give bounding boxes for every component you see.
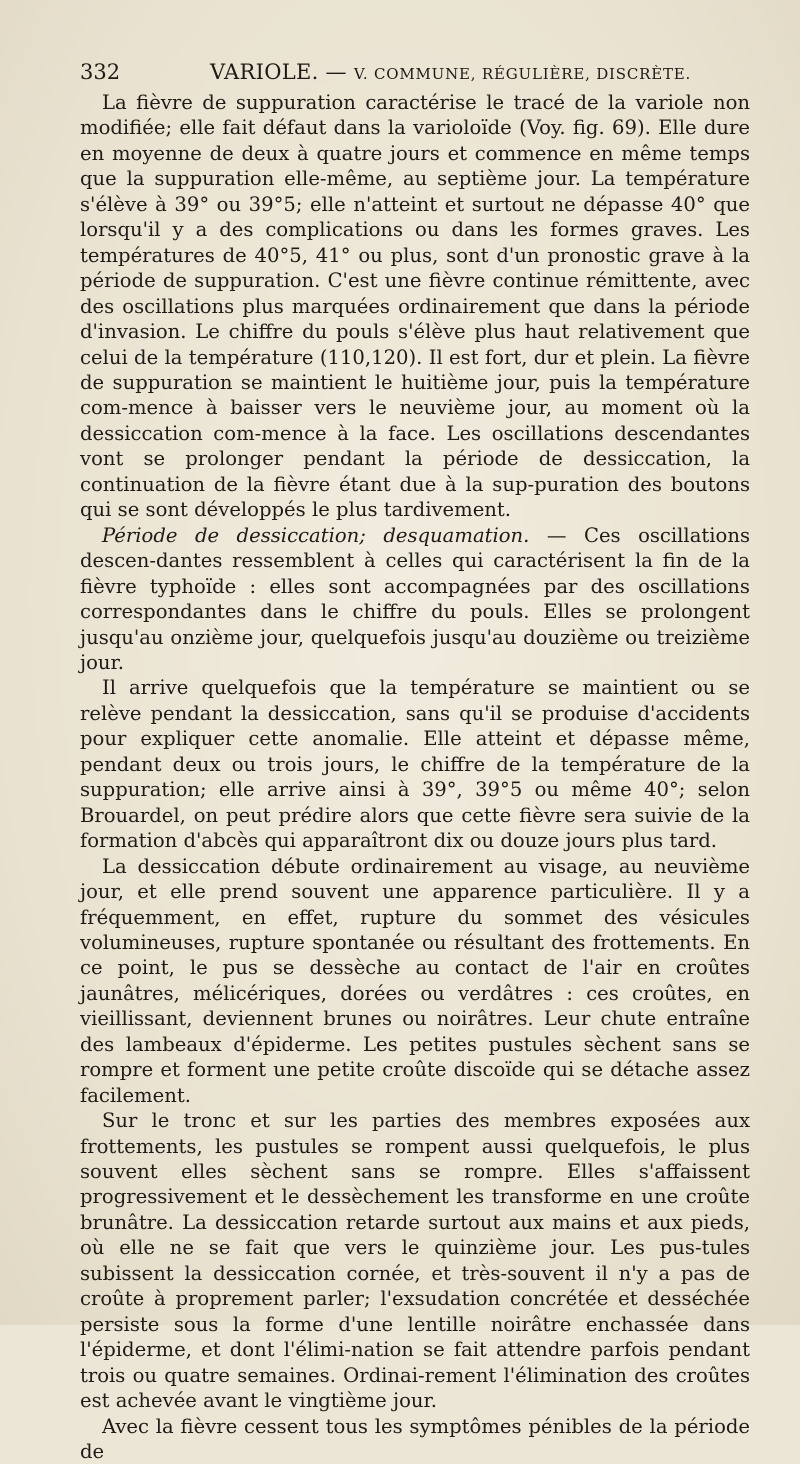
paragraph-trunk-pustules: Sur le tronc et sur les parties des membres exposées aux frottements, les pustules se rompent aussi quelquefois, le plus souvent elles sèchent sans se rompre. Elles s'affaissent progressivement et le dessèchement les transforme en une croûte brunâtre. La dessiccation retarde surtout aux mains et aux pieds, où elle ne se fait que vers le quinzième jour. Les pus-​tules subissent la dessiccation cornée, et très-​souvent il n'y a pas de croûte à proprement parler; l'exsudation concrétée et desséchée persiste sous la forme d'une lentille noirâtre enchassée dans l'épiderme, et dont l'élimi-​nation se fait attendre parfois pendant trois ou quatre semaines. Ordinai-​rement l'élimination des croûtes est achevée avant le vingtième jour. [80, 1109, 750, 1413]
running-title-sub: V. COMMUNE, RÉGULIÈRE, DISCRÈTE. [353, 65, 692, 83]
page-number: 332 [80, 60, 121, 84]
paragraph-fever-suppuration: La fièvre de suppuration caractérise le tracé de la variole non modifiée; elle fait défaut dans la varioloïde (Voy. fig. 69). Elle dure en moyenne de deux à quatre jours et commence en même temps que la suppuration elle-​même, au septième jour. La température s'élève à 39° ou 39°5; elle n'atteint et surtout ne dépasse 40° que lorsqu'il y a des complications ou dans les formes graves. Les températures de 40°5, 41° ou plus, sont d'un pronostic grave à la période de suppuration. C'est une fièvre continue rémittente, avec des oscillations plus marquées ordinairement que dans la période d'invasion. Le chiffre du pouls s'élève plus haut relativement que celui de la température (110,120). Il est fort, dur et plein. La fièvre de suppuration se maintient le huitième jour, puis la température com-​mence à baisser vers le neuvième jour, au moment où la dessiccation com-​mence à la face. Les oscillations descendantes vont se prolonger pendant la période de dessiccation, la continuation de la fièvre étant due à la sup-​puration des boutons qui se sont développés le plus tardivement. [80, 91, 750, 522]
section-heading-italic: Période de dessiccation; desquamation. [102, 523, 530, 547]
paragraph-desiccation-period [80, 523, 750, 676]
running-title-main: VARIOLE. — [210, 60, 354, 84]
body-text [80, 90, 750, 1464]
running-title [210, 60, 691, 84]
paragraph-temperature-anomaly: Il arrive quelquefois que la température se maintient ou se relève pendant la dessiccation, sans qu'il se produise d'accidents pour expliquer cette anomalie. Elle atteint et dépasse même, pendant deux ou trois jours, le chiffre de la température de la suppuration; elle arrive ainsi à 39°, 39°5 ou même 40°; selon Brouardel, on peut prédire alors que cette fièvre sera suivie de la formation d'abcès qui apparaîtront dix ou douze jours plus tard. [80, 676, 750, 853]
paragraph-text: — Ces oscillations descen-​dantes ressemblent à celles qui caractérisent la fin de la fièvre typhoïde : elles sont accompagnées par des oscillations correspondantes dans le chiffre du pouls. Elles se prolongent jusqu'au onzième jour, quelquefois jusqu'au douzième ou treizième jour. [80, 523, 750, 674]
running-header [80, 60, 750, 90]
paragraph-closing: Avec la fièvre cessent tous les symptômes pénibles de la période de [80, 1414, 750, 1464]
paragraph-face-desiccation: La dessiccation débute ordinairement au visage, au neuvième jour, et elle prend souvent une apparence particulière. Il y a fréquemment, en effet, rupture du sommet des vésicules volumineuses, rupture spontanée ou résultant des frottements. En ce point, le pus se dessèche au contact de l'air en croûtes jaunâtres, mélicériques, dorées ou verdâtres : ces croûtes, en vieillissant, deviennent brunes ou noirâtres. Leur chute entraîne des lambeaux d'épiderme. Les petites pustules sèchent sans se rompre et forment une petite croûte discoïde qui se détache assez facilement. [80, 854, 750, 1107]
